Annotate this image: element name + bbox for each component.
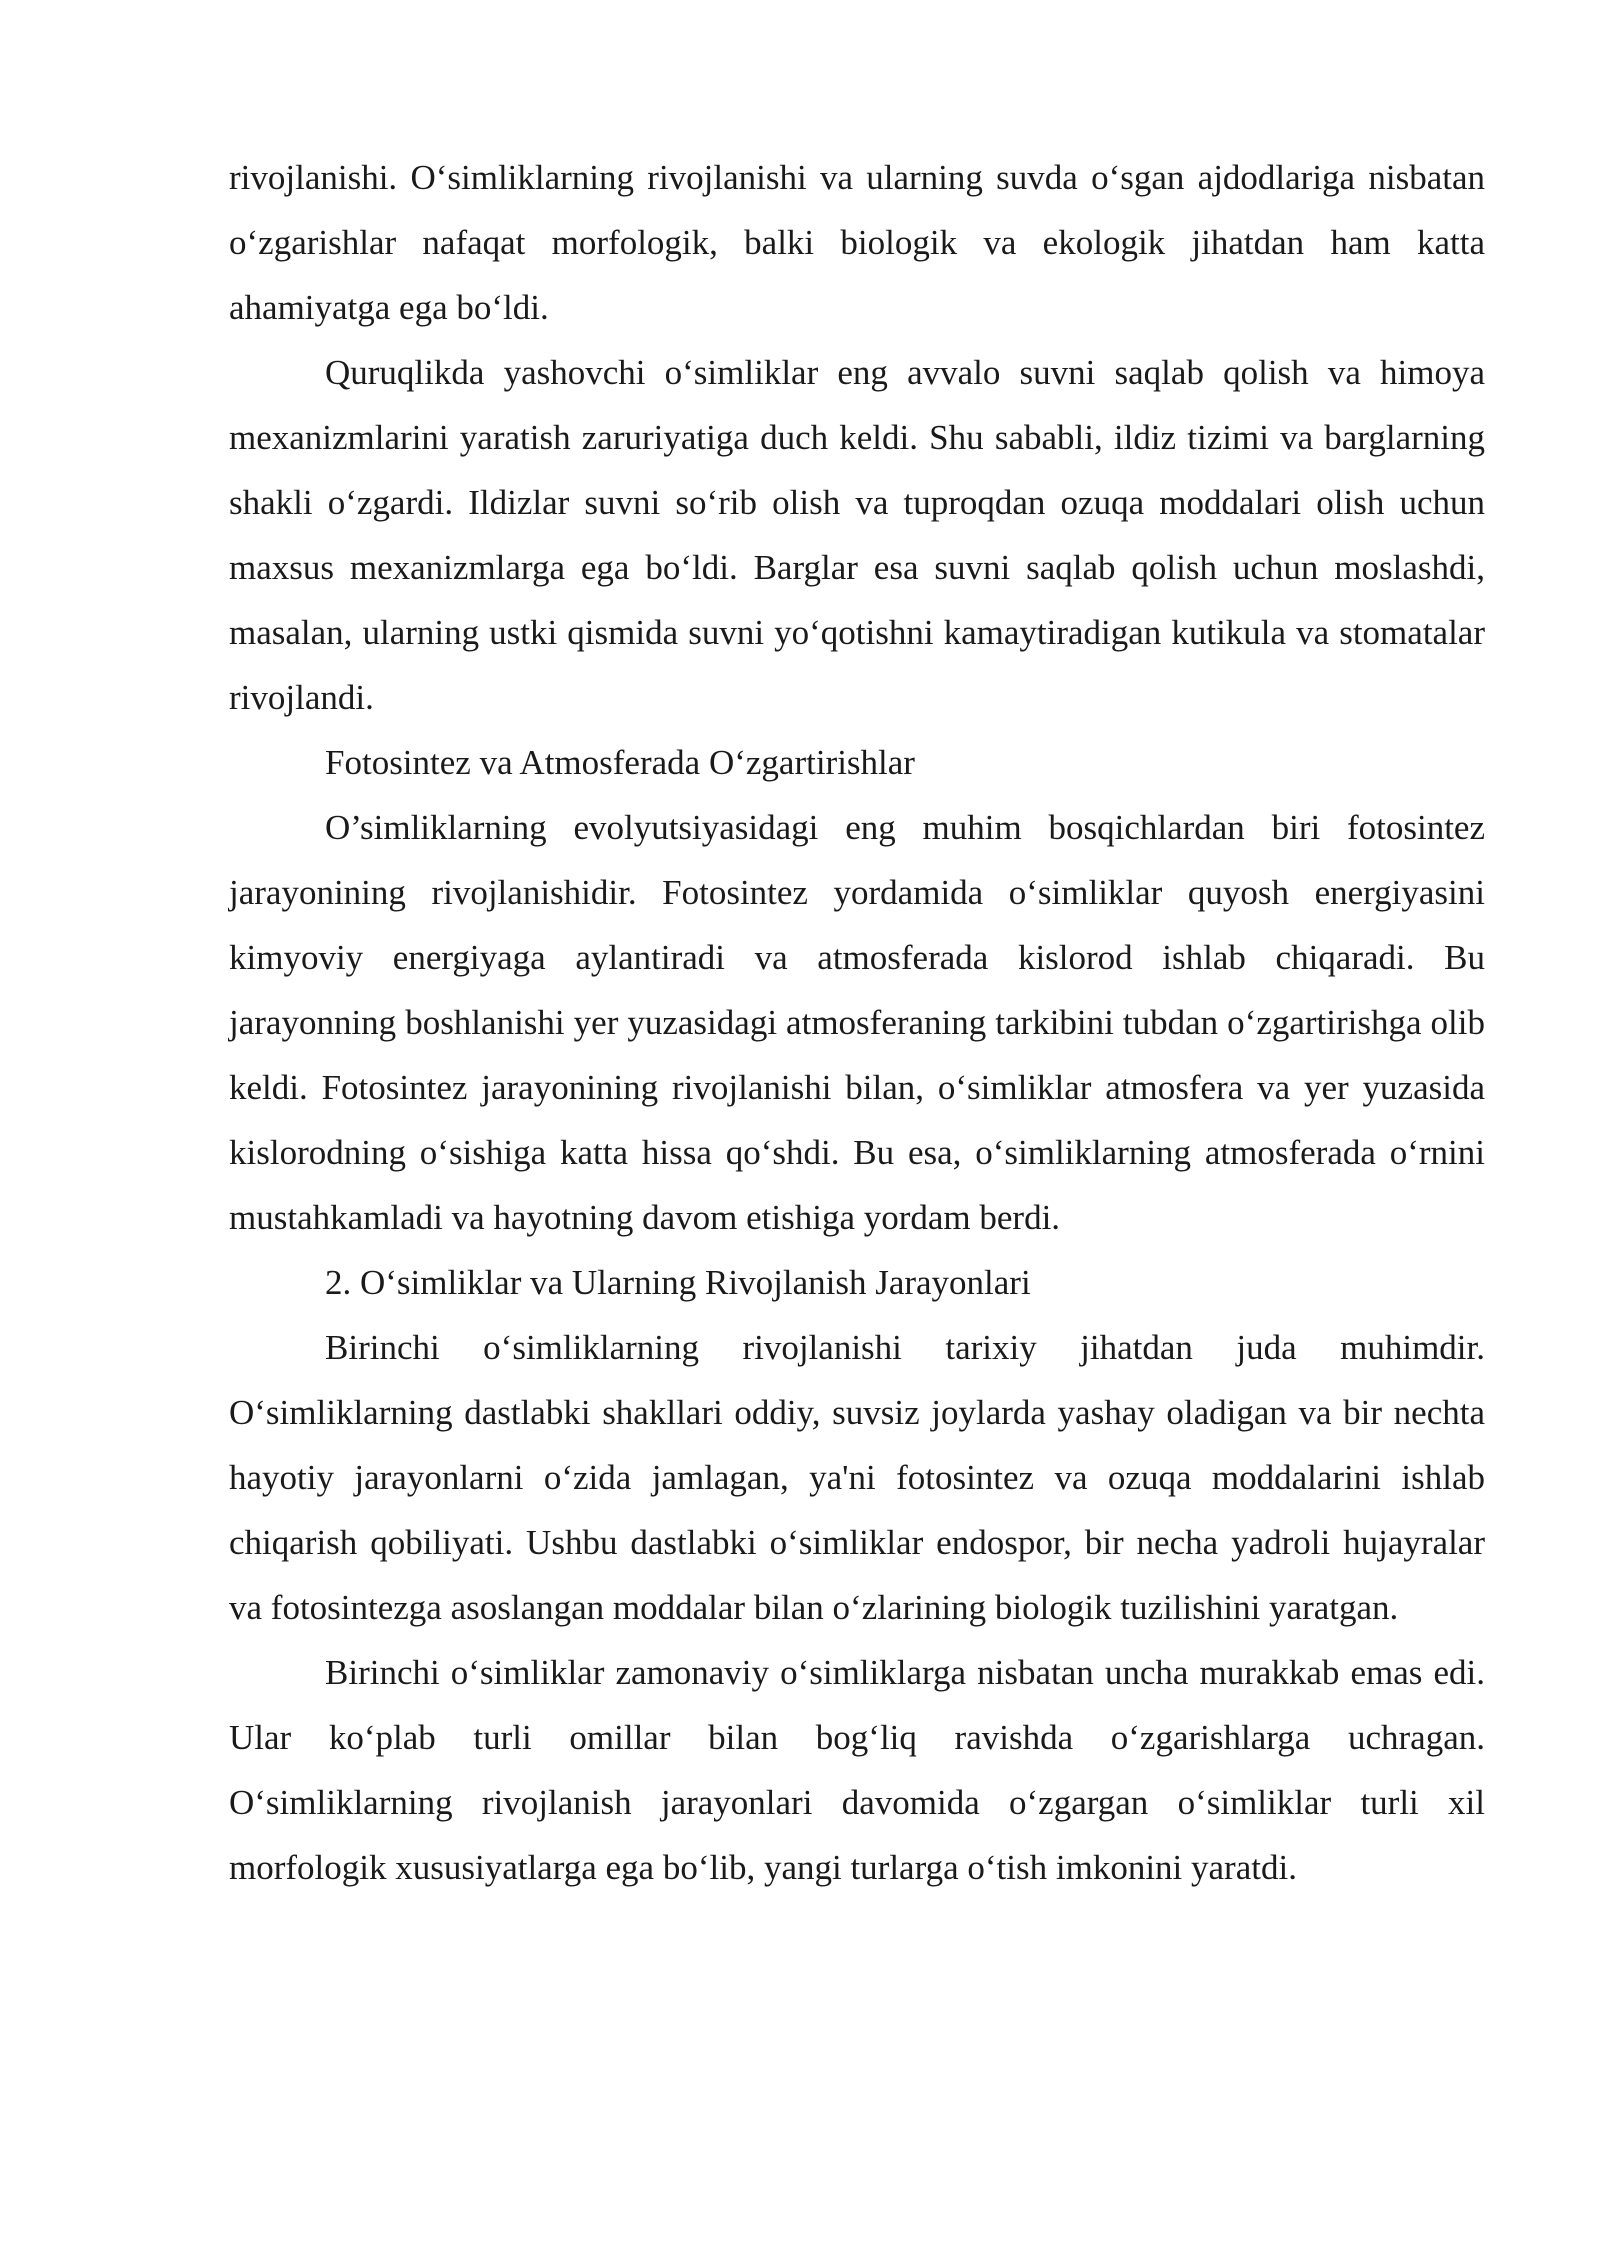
paragraph-photosynthesis: O’simliklarning evolyutsiyasidagi eng muhim bosqichlardan biri fotosintez jarayonining rivojlanishidir. Fotosintez yordamida o‘simliklar quyosh energiyasini kimyoviy energiyaga aylantiradi va atmosferada kislorod ishlab chiqaradi. Bu jarayonning boshlanishi yer yuzasidagi atmosferaning tarkibini tubdan o‘zgartirishga olib keldi. Fotosintez jarayonining rivojlanishi bilan, o‘simliklar atmosfera va yer yuzasida kislorodning o‘sishiga katta hissa qo‘shdi. Bu esa, o‘simliklarning atmosferada o‘rnini mustahkamladi va hayotning davom etishiga yordam berdi. (229, 808, 1485, 1237)
paragraph-first-plants: Birinchi o‘simliklarning rivojlanishi tarixiy jihatdan juda muhimdir. O‘simliklarning dastlabki shakllari oddiy, suvsiz joylarda yashay oladigan va bir nechta hayotiy jarayonlarni o‘zida jamlagan, ya'ni fotosintez va ozuqa moddalarini ishlab chiqarish qobiliyati. Ushbu dastlabki o‘simliklar endospor, bir necha yadroli hujayralar va fotosintezga asoslangan moddalar bilan o‘zlarining biologik tuzilishini yaratgan. (229, 1328, 1485, 1627)
section-heading-development: 2. O‘simliklar va Ularning Rivojlanish Jarayonlari (325, 1263, 1031, 1302)
paragraph-land-plants: Quruqlikda yashovchi o‘simliklar eng avvalo suvni saqlab qolish va himoya mexanizmlarini yaratish zaruriyatiga duch keldi. Shu sababli, ildiz tizimi va barglarning shakli o‘zgardi. Ildizlar suvni so‘rib olish va tuproqdan ozuqa moddalari olish uchun maxsus mexanizmlarga ega bo‘ldi. Barglar esa suvni saqlab qolish uchun moslashdi, masalan, ularning ustki qismida suvni yo‘qotishni kamaytiradigan kutikula va stomatalar rivojlandi. (229, 353, 1485, 717)
paragraph-first-plants-complexity: Birinchi o‘simliklar zamonaviy o‘simliklarga nisbatan uncha murakkab emas edi. Ular ko‘plab turli omillar bilan bog‘liq ravishda o‘zgarishlarga uchragan. O‘simliklarning rivojlanish jarayonlari davomida o‘zgargan o‘simliklar turli xil morfologik xususiyatlarga ega bo‘lib, yangi turlarga o‘tish imkonini yaratdi. (229, 1653, 1485, 1887)
paragraph-continuation: rivojlanishi. O‘simliklarning rivojlanishi va ularning suvda o‘sgan ajdodlariga nisbatan o‘zgarishlar nafaqat morfologik, balki biologik va ekologik jihatdan ham katta ahamiyatga ega bo‘ldi. (229, 158, 1485, 327)
section-heading-photosynthesis: Fotosintez va Atmosferada O‘zgartirishlar (325, 743, 915, 782)
document-body (229, 145, 1485, 1900)
